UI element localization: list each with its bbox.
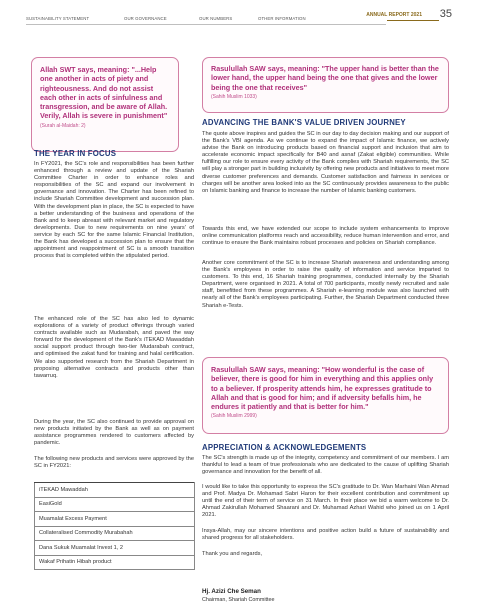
section-heading-value-driven-journey: ADVANCING THE BANK'S VALUE DRIVEN JOURNEY [202, 118, 406, 127]
signatory-name: Hj. Azizi Che Seman [202, 588, 261, 595]
section-heading-year-in-focus: THE YEAR IN FOCUS [34, 149, 117, 158]
quote-source: (Sahih Muslim 1033) [211, 93, 257, 100]
report-label: ANNUAL REPORT 2021 [366, 12, 422, 18]
report-label-underline [387, 20, 439, 21]
table-row [35, 526, 195, 541]
nav-sustainability-statement[interactable]: SUSTAINABILITY STATEMENT [26, 16, 90, 21]
nav-other-information[interactable]: OTHER INFORMATION [258, 16, 306, 21]
quote-text: Rasulullah SAW says, meaning: "The upper hand is better than the lower hand, the upper hand being the one that gives and the lower being the one that receives" [211, 64, 439, 92]
quote-box-muslim-1033 [202, 57, 449, 113]
table-cell: Collateralised Commodity Murabahah [35, 526, 195, 541]
quote-text: Rasulullah SAW says, meaning: "How wonderful is the case of believer, there is good for him in everything and this applies only to a believer. If prosperity attends him, he expresses gratitude to Allah and that is good for him; and if adversity befalls him, he endures it patiently and that is better for him." [211, 365, 434, 412]
table-cell: Muamalat Excess Payment [35, 512, 195, 527]
paragraph: The enhanced role of the SC has also led to dynamic explorations of a variety of product offerings through varied contracts available such as Mudarabah, and paved the way forward for the development of the Bank's iTEKAD Mawaddah social support product through two-tier Mudarabah contract, and optimised the zakat fund for training and halal certification. We also supported research from the Shariah Department in proposing alternative contracts and products other than tawarruq. [34, 316, 194, 379]
paragraph: Towards this end, we have extended our scope to include system enhancements to improve online communication platforms reach and accessibility, reduce human intervention and error, and continue to ensure the Bank maintains robust processes and policies on Shariah compliance. [202, 226, 449, 247]
table-row [35, 541, 195, 556]
signatory-title: Chairman, Shariah Committee [202, 597, 275, 603]
paragraph: The following new products and services were approved by the SC in FY2021: [34, 456, 194, 470]
paragraph: During the year, the SC also continued to provide approval on new products initiated by the Bank as well as on payment assistance programmes rendered to customers affected by pandemic. [34, 419, 194, 447]
nav-our-numbers[interactable]: OUR NUMBERS [199, 16, 233, 21]
quote-source: (Surah al-Maidah: 2) [40, 122, 86, 129]
paragraph: The SC's strength is made up of the integrity, competency and commitment of our members. I am thankful to lead a team of true professionals who are dedicated to the cause of uplifting Shariah governance and innovation for the benefit of all. [202, 455, 449, 476]
paragraph: Thank you and regards, [202, 551, 263, 557]
quote-text: Allah SWT says, meaning: "...Help one another in acts of piety and righteousness. And do not assist each other in acts of sinfulness and transgression, and be aware of Allah. Verily, Allah is severe in punishment" [40, 65, 168, 121]
paragraph: I would like to take this opportunity to express the SC's gratitude to Dr. Wan Marhaini Wan Ahmad and Prof. Madya Dr. Mohamad Sabri Haron for their excellent contribution and commitment up until the end of their term of service on 31 March. In their place we bid a warm welcome to Dr. Ahmad Zakirullah Mohamed Shaarani and Dr. Muhamad Azhari Wahid who joined us on 1 April 2021. [202, 484, 449, 519]
paragraph: Insya-Allah, may our sincere intentions and positive action build a future of sustainability and shared progress for all stakeholders. [202, 528, 449, 542]
paragraph: Another core commitment of the SC is to increase Shariah awareness and understanding among the Bank's employees in order to raise the quality of information and service imparted to customers. To this end, 16 Shariah training programmes, conducted internally by the Shariah Department, were organised in 2021. A total of 700 participants, mostly newly recruited and sale staff, benefitted from these programmes. A Shariah e-learning module was also launched with nearly all of the Bank's employees participating. Further, the Shariah Department conducted three Shariah e-Tests. [202, 260, 449, 309]
quote-box-maidah [31, 57, 179, 152]
quote-source: (Sahih Muslim 2999) [211, 413, 257, 420]
section-heading-appreciation: APPRECIATION & ACKNOWLEDGEMENTS [202, 443, 367, 452]
paragraph: In FY2021, the SC's role and responsibilities has been further enhanced through a review and update of the Shariah Committee Charter in order to enhance roles and responsibilities of the SC and expand our involvement in governance and innovation. The Charter has been refined to include Shariah Committee development and succession plan. With the development plan in place, the SC is expected to have a better understanding of the business and operations of the Bank and to keep abreast with relevant market and regulatory developments. Due to new requirements on nine years' of service by each SC for the same Islamic Financial Institution, the Bank has developed a succession plan to ensure that the appointment and reappointment of SC is a smooth transition process that is completed within the stipulated period. [34, 161, 194, 260]
quote-box-muslim-2999 [202, 357, 449, 434]
nav-divider [26, 24, 386, 25]
paragraph: The quote above inspires and guides the SC in our day to day decision making and our support of the Bank's VBI agenda. As we continue to expand the impact of Islamic finance, we actively advise the Bank on introducing products based on financial support and inclusion that aim to accelerate economic impact specifically for B40 and asnaf (Zakat eligible) communities. While fulfilling our role to ensure every activity of the Bank complies with Shariah requirements, the SC will play a stronger part in building inclusivity by offering new products and initiatives to meet more diverse customer preferences and demands. Customer satisfaction and fairness in services or charges will be another area looked into as the SC continuously provides awareness to the public on Islamic banking and finance to increase the number of Islamic banking customers. [202, 131, 449, 194]
table-cell: iTEKAD Mawaddah [35, 483, 195, 498]
table-row [35, 512, 195, 527]
nav-our-governance[interactable]: OUR GOVERNANCE [124, 16, 167, 21]
table-row [35, 483, 195, 498]
table-cell: EasiGold [35, 497, 195, 512]
table-cell: Wakaf Prihatin Hibah product [35, 555, 195, 570]
table-row [35, 497, 195, 512]
approved-products-table [34, 482, 195, 570]
table-cell: Dana Sukuk Muamalat Invest 1, 2 [35, 541, 195, 556]
table-row [35, 555, 195, 570]
page-number: 35 [439, 8, 452, 20]
